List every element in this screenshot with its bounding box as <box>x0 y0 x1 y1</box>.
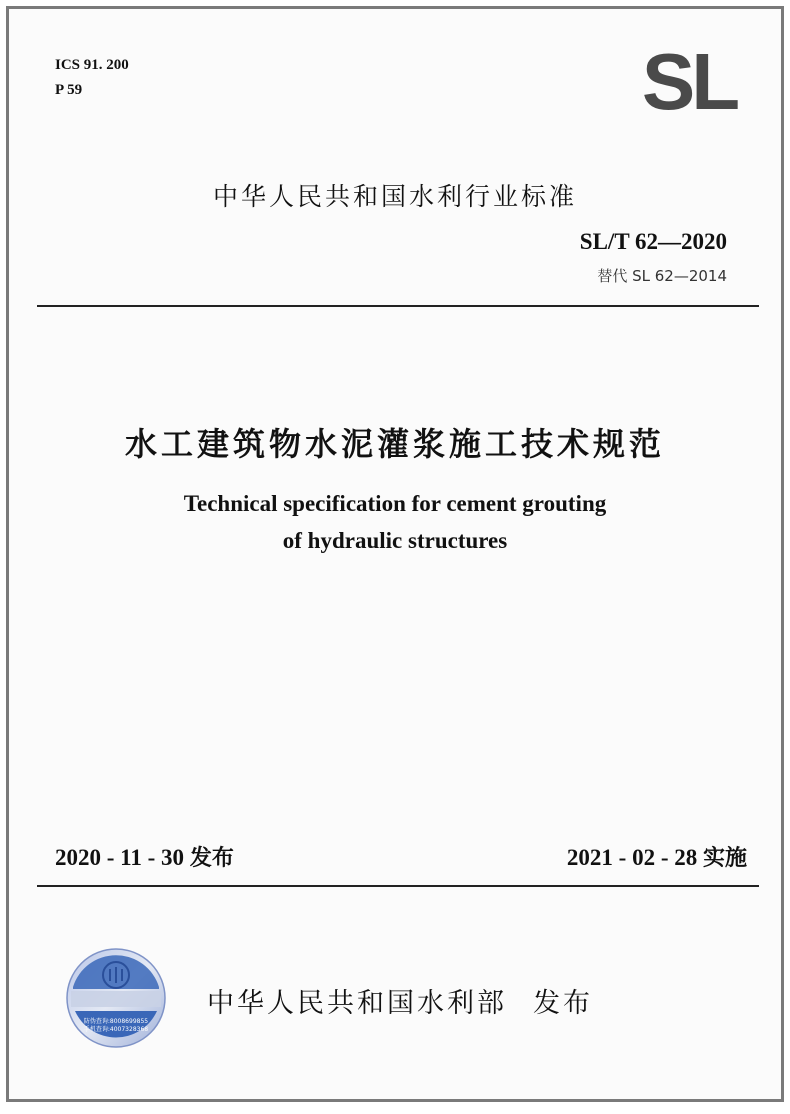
publisher-label: 发布 <box>533 988 593 1019</box>
title-chinese: 水工建筑物水泥灌浆施工技术规范 <box>124 425 665 463</box>
seal-line-1: 防伪查询:8008699855 <box>83 1018 149 1025</box>
sl-logo-letters: SL <box>641 37 737 126</box>
standard-cover <box>6 6 784 1102</box>
seal-line-2: 手机查询:4007328368 <box>83 1026 149 1033</box>
issue-label: 发布 <box>189 846 234 871</box>
title-english <box>9 485 781 559</box>
title-english-line-1: Technical specification for cement grouting <box>183 491 607 516</box>
ccs-code: P 59 <box>55 82 83 98</box>
title-english-line-2: of hydraulic structures <box>282 528 508 553</box>
implement-date: 2021 - 02 - 28 <box>566 845 698 870</box>
implement-label: 实施 <box>702 846 747 871</box>
ics-code: ICS 91. 200 <box>55 57 129 73</box>
classification-codes <box>55 53 129 103</box>
anti-counterfeit-seal <box>65 947 167 1049</box>
publisher-name: 中华人民共和国水利部 <box>207 988 507 1019</box>
sl-logo <box>619 37 759 126</box>
standard-code: SL/T 62—2020 <box>579 229 727 254</box>
issue-date: 2020 - 11 - 30 <box>55 845 185 870</box>
replaces-standard: 替代 SL 62—2014 <box>597 267 727 285</box>
implement-date-block <box>567 841 747 872</box>
bottom-divider <box>37 885 759 887</box>
industry-standard-title: 中华人民共和国水利行业标准 <box>212 182 577 211</box>
top-divider <box>37 305 759 307</box>
issue-date-block <box>55 841 234 872</box>
publisher-line <box>207 981 593 1020</box>
